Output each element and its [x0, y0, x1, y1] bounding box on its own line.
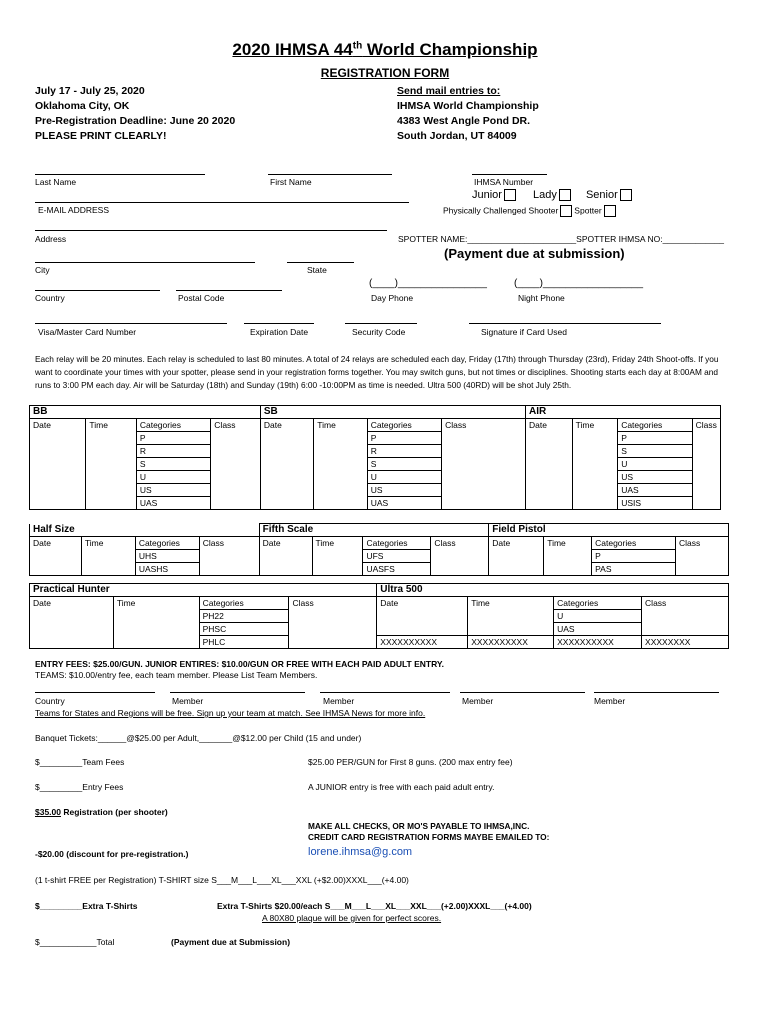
- lady-checkbox[interactable]: [559, 189, 571, 201]
- day-phone-label: Day Phone: [371, 293, 414, 303]
- bb-time-cell[interactable]: Time: [86, 419, 136, 510]
- field-pistol-section-title: Field Pistol: [489, 524, 729, 537]
- category-cell[interactable]: S: [618, 445, 692, 458]
- category-cell[interactable]: P: [136, 432, 210, 445]
- team-member-3-input[interactable]: [460, 692, 585, 693]
- expiration-input[interactable]: [244, 323, 314, 324]
- teams-fees-text: TEAMS: $10.00/entry fee, each team member. Please List Team Members.: [35, 670, 318, 680]
- category-cell[interactable]: R: [367, 445, 441, 458]
- email-label: E-MAIL ADDRESS: [38, 205, 110, 215]
- category-cell[interactable]: R: [136, 445, 210, 458]
- half-categories-header: Categories: [135, 537, 199, 550]
- category-cell[interactable]: P: [367, 432, 441, 445]
- email-input[interactable]: [35, 202, 409, 203]
- sb-categories-header: Categories: [367, 419, 441, 432]
- card-number-label: Visa/Master Card Number: [38, 327, 137, 337]
- postal-code-label: Postal Code: [178, 293, 225, 303]
- sb-section-title: SB: [260, 406, 525, 419]
- team-country-label: Country: [35, 696, 65, 706]
- air-date-cell[interactable]: Date: [526, 419, 573, 510]
- category-cell[interactable]: UHS: [135, 550, 199, 563]
- first-name-label: First Name: [270, 177, 312, 187]
- category-cell[interactable]: PH22: [199, 610, 289, 623]
- night-phone-input[interactable]: (____)__________________: [514, 278, 644, 289]
- security-code-input[interactable]: [345, 323, 417, 324]
- field-time-cell[interactable]: Time: [544, 537, 592, 576]
- fifth-date-cell[interactable]: Date: [259, 537, 312, 576]
- ph-categories-header: Categories: [199, 597, 289, 610]
- expiration-label: Expiration Date: [250, 327, 309, 337]
- spotter-checkbox[interactable]: [604, 205, 616, 217]
- category-cell[interactable]: U: [554, 610, 642, 623]
- category-cell[interactable]: U: [367, 471, 441, 484]
- team-member-label: Member: [172, 696, 204, 706]
- teams-note: Teams for States and Regions will be free. Sign up your team at match. See IHMSA News for more info.: [35, 708, 426, 718]
- team-country-input[interactable]: [35, 692, 155, 693]
- form-subtitle: REGISTRATION FORM: [320, 66, 450, 80]
- senior-checkbox[interactable]: [620, 189, 632, 201]
- practical-hunter-section-title: Practical Hunter: [30, 584, 377, 597]
- relay-instructions: Each relay will be 20 minutes. Each relay is scheduled to last 80 minutes. A total of 24 relays are scheduled each day, Friday (17th) through Thursday (23rd), Friday 24th Shoot-offs. If you want to coordinate your times with your spotter, please send in your registration forms together. You may switch guns, but not times or disciplines. Shooting starts each day at 8:00AM and runs to 3:00 PM each day. Air will be Saturday (18th) and Sunday (19th) 6:00 -10:00PM as time is needed. Ultra 500 (40RD) will be shot July 25th.: [35, 354, 719, 390]
- bb-class-cell[interactable]: Class: [211, 419, 261, 510]
- address-label: Address: [35, 234, 67, 244]
- category-cell[interactable]: U: [618, 458, 692, 471]
- sb-time-cell[interactable]: Time: [314, 419, 367, 510]
- field-date-cell[interactable]: Date: [489, 537, 544, 576]
- night-phone-label: Night Phone: [518, 293, 565, 303]
- category-cell[interactable]: US: [367, 484, 441, 497]
- last-name-input[interactable]: [35, 174, 205, 175]
- team-member-label: Member: [462, 696, 494, 706]
- junior-checkbox[interactable]: [504, 189, 516, 201]
- category-cell[interactable]: P: [592, 550, 676, 563]
- day-phone-input[interactable]: (____)________________: [369, 278, 487, 289]
- postal-code-input[interactable]: [176, 290, 282, 291]
- half-size-section-title: Half Size: [30, 524, 260, 537]
- payment-due-note: (Payment due at Submission): [171, 937, 291, 947]
- half-class-cell[interactable]: Class: [199, 537, 259, 576]
- pc-shooter-checkbox[interactable]: [560, 205, 572, 217]
- half-date-cell[interactable]: Date: [30, 537, 82, 576]
- fifth-time-cell[interactable]: Time: [312, 537, 363, 576]
- state-label: State: [307, 265, 327, 275]
- field-class-cell[interactable]: Class: [675, 537, 728, 576]
- per-gun-note: $25.00 PER/GUN for First 8 guns. (200 max entry fee): [308, 757, 513, 767]
- air-categories-header: Categories: [618, 419, 692, 432]
- air-section-title: AIR: [526, 406, 721, 419]
- category-cell[interactable]: U: [136, 471, 210, 484]
- mail-address: Send mail entries to: IHMSA World Championship 4383 West Angle Pond DR. South Jordan, UT 84009: [397, 85, 539, 142]
- city-input[interactable]: [35, 262, 255, 263]
- last-name-label: Last Name: [35, 177, 77, 187]
- category-cell[interactable]: UAS: [618, 484, 692, 497]
- category-cell[interactable]: US: [136, 484, 210, 497]
- contact-email-link[interactable]: lorene.ihmsa@g.com: [308, 846, 413, 858]
- category-cell[interactable]: P: [618, 432, 692, 445]
- address-input[interactable]: [35, 230, 387, 231]
- ph-class-cell[interactable]: Class: [289, 597, 377, 649]
- field-categories-header: Categories: [592, 537, 676, 550]
- perfect-score-note: A 80X80 plaque will be given for perfect scores.: [262, 913, 442, 923]
- country-label: Country: [35, 293, 65, 303]
- category-cell[interactable]: UAS: [367, 497, 441, 510]
- category-cell[interactable]: PAS: [592, 563, 676, 576]
- state-input[interactable]: [287, 262, 354, 263]
- signature-label: Signature if Card Used: [481, 327, 567, 337]
- category-cell[interactable]: PHLC: [199, 636, 289, 649]
- ultra-500-section-title: Ultra 500: [377, 584, 729, 597]
- category-cell[interactable]: USIS: [618, 497, 692, 510]
- checks-payable-note: MAKE ALL CHECKS, OR MO'S PAYABLE TO IHMSA,INC.: [308, 821, 530, 831]
- category-cell[interactable]: US: [618, 471, 692, 484]
- fifth-categories-header: Categories: [363, 537, 431, 550]
- air-time-cell[interactable]: Time: [572, 419, 618, 510]
- fifth-class-cell[interactable]: Class: [431, 537, 489, 576]
- team-member-label: Member: [594, 696, 626, 706]
- payment-due-heading: (Payment due at submission): [444, 246, 625, 261]
- ph-date-cell[interactable]: Date: [30, 597, 114, 649]
- half-fifth-field-table: [29, 523, 729, 576]
- banquet-tickets-field[interactable]: Banquet Tickets:______@$25.00 per Adult,_______@$12.00 per Child (15 and under): [35, 733, 362, 743]
- practical-ultra-table: [29, 583, 729, 649]
- signature-input[interactable]: [469, 323, 661, 324]
- sb-date-cell[interactable]: Date: [260, 419, 313, 510]
- page-title: 2020 IHMSA 44th World Championship: [232, 40, 538, 59]
- category-cell[interactable]: UASFS: [363, 563, 431, 576]
- event-info: July 17 - July 25, 2020 Oklahoma City, OK Pre-Registration Deadline: June 20 2020 PLEASE PRINT CLEARLY!: [35, 85, 236, 142]
- first-name-input[interactable]: [268, 174, 392, 175]
- bb-date-cell[interactable]: Date: [30, 419, 86, 510]
- bb-categories-header: Categories: [136, 419, 210, 432]
- total-field[interactable]: $____________Total: [35, 937, 115, 947]
- junior-free-note: A JUNIOR entry is free with each paid adult entry.: [308, 782, 495, 792]
- fifth-scale-section-title: Fifth Scale: [259, 524, 489, 537]
- pc-shooter-option: Physically Challenged Shooter Spotter: [443, 205, 618, 217]
- tshirt-size-field[interactable]: (1 t-shirt FREE per Registration) T-SHIRT size S___M___L___XL___XXL (+$2.00)XXXL___(+4.00): [35, 875, 409, 885]
- sb-class-cell[interactable]: Class: [442, 419, 526, 510]
- registration-fee: $35.00 Registration (per shooter): [35, 807, 168, 817]
- team-fees-field[interactable]: $_________Team Fees: [35, 757, 125, 767]
- division-options: Junior Lady Senior: [472, 189, 634, 201]
- half-time-cell[interactable]: Time: [81, 537, 135, 576]
- ultra-x-cell: XXXXXXXXXX: [554, 636, 642, 649]
- ultra-x-cell: XXXXXXXXXX: [468, 636, 554, 649]
- category-cell[interactable]: UFS: [363, 550, 431, 563]
- ultra-time-cell[interactable]: Time: [468, 597, 554, 636]
- ultra-x-cell: XXXXXXXXXX: [377, 636, 468, 649]
- entry-fees-text: ENTRY FEES: $25.00/GUN. JUNIOR ENTIRES: $10.00/GUN OR FREE WITH EACH PAID ADULT ENTRY.: [35, 659, 445, 669]
- ultra-categories-header: Categories: [554, 597, 642, 610]
- card-number-input[interactable]: [35, 323, 227, 324]
- pre-registration-discount: -$20.00 (discount for pre-registration.): [35, 849, 189, 859]
- ultra-date-cell[interactable]: Date: [377, 597, 468, 636]
- category-cell[interactable]: S: [367, 458, 441, 471]
- category-cell[interactable]: S: [136, 458, 210, 471]
- bb-sb-air-table: [29, 405, 721, 510]
- entry-fees-field[interactable]: $_________Entry Fees: [35, 782, 124, 792]
- category-cell[interactable]: UAS: [136, 497, 210, 510]
- bb-section-title: BB: [30, 406, 261, 419]
- extra-tshirts-field[interactable]: $_________Extra T-Shirts: [35, 901, 138, 911]
- extra-tshirts-prices[interactable]: Extra T-Shirts $20.00/each S___M___L___XL___XXL___(+2.00)XXXL___(+4.00): [217, 901, 532, 911]
- team-member-label: Member: [323, 696, 355, 706]
- city-label: City: [35, 265, 50, 275]
- category-cell[interactable]: UAS: [554, 623, 642, 636]
- category-cell[interactable]: UASHS: [135, 563, 199, 576]
- team-member-2-input[interactable]: [320, 692, 450, 693]
- security-code-label: Security Code: [352, 327, 406, 337]
- ihmsa-number-label: IHMSA Number: [474, 177, 534, 187]
- spotter-name-field[interactable]: SPOTTER NAME:_______________________SPOTTER IHMSA NO:_____________: [398, 234, 725, 244]
- air-class-cell[interactable]: Class: [692, 419, 720, 510]
- team-member-1-input[interactable]: [170, 692, 305, 693]
- ultra-class-cell[interactable]: Class: [642, 597, 729, 636]
- country-input[interactable]: [35, 290, 160, 291]
- team-member-4-input[interactable]: [594, 692, 719, 693]
- category-cell[interactable]: PHSC: [199, 623, 289, 636]
- ihmsa-number-input[interactable]: [472, 174, 547, 175]
- credit-card-note: CREDIT CARD REGISTRATION FORMS MAYBE EMAILED TO:: [308, 832, 550, 842]
- ultra-x-cell: XXXXXXXX: [642, 636, 729, 649]
- ph-time-cell[interactable]: Time: [113, 597, 199, 649]
